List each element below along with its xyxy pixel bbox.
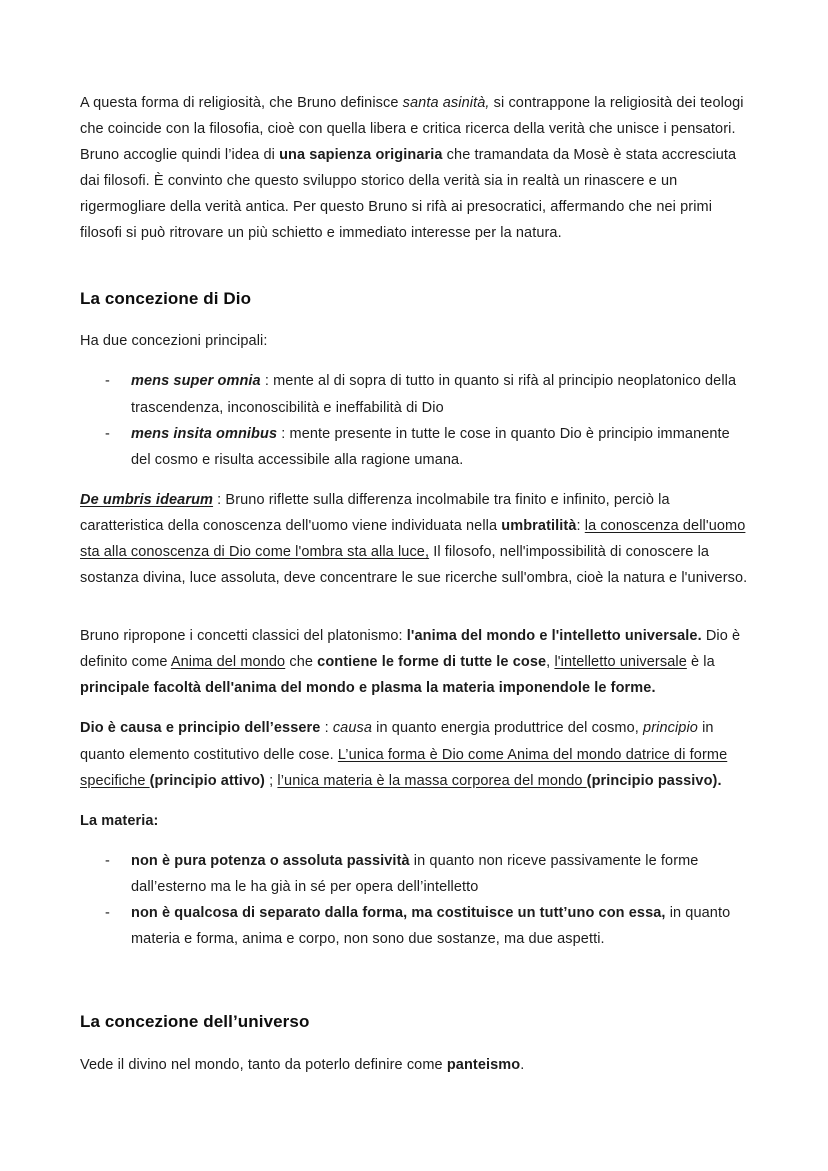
list-concezioni-di-dio: [80, 368, 748, 472]
text-run: : mente al di sopra di tutto in quanto si rifà al principio neoplatonico della trascendenza, inconoscibilità e ineffabilità di Dio: [131, 373, 737, 416]
text-run: La materia:: [80, 812, 159, 829]
text-run: che: [285, 654, 318, 671]
paragraph-santa-asinita: [80, 90, 748, 247]
bullet-dash: -: [105, 852, 110, 869]
paragraph-de-umbris-idearum: [80, 487, 748, 591]
paragraph-due-concezioni: [80, 328, 748, 354]
text-run: De umbris idearum: [80, 491, 214, 508]
text-run: : mente presente in tutte le cose in quanto Dio è principio immanente del cosmo e risulta accessibile alla ragione umana.: [131, 425, 730, 468]
text-run: umbratilità: [501, 517, 577, 534]
paragraph-panteismo: [80, 1052, 748, 1078]
text-run: causa: [332, 720, 373, 737]
text-run: l'intelletto universale: [554, 654, 687, 671]
text-run: in quanto non riceve passivamente le forme dall’esterno ma le ha già in sé per opera dell’intelletto: [131, 852, 699, 895]
list-item-text: [131, 368, 748, 420]
text-run: santa asinità,: [402, 95, 490, 111]
text-run: in quanto energia produttrice del cosmo,: [372, 720, 644, 737]
paragraph-causa-e-principio: [80, 715, 748, 793]
paragraph-la-materia-label: [80, 808, 748, 834]
text-run: non è pura potenza o assoluta passività: [131, 852, 410, 869]
text-run: l’unica materia è la massa corporea del mondo: [277, 772, 587, 789]
text-run: non è qualcosa di separato dalla forma, ma costituisce un tutt’uno con essa,: [131, 905, 666, 922]
text-run: (principio passivo).: [586, 772, 722, 789]
list-item-text: [131, 421, 748, 473]
text-run: :: [320, 720, 333, 737]
text-run: ,: [546, 654, 555, 671]
text-run: si contrappone la religiosità dei teologi che coincide con la filosofia, cioè con quella libera e critica ricerca della verità che unisce i pensatori. Bruno accoglie quindi l’idea di: [80, 95, 744, 164]
text-run: ;: [265, 772, 278, 789]
text-run: principio: [643, 720, 698, 737]
list-la-materia: [80, 848, 748, 952]
text-run: Dio è definito come: [80, 628, 741, 671]
text-run: Bruno ripropone i concetti classici del platonismo:: [80, 628, 407, 645]
paragraph-platonismo: [80, 623, 748, 701]
list-item-non-separato-dalla-forma: [105, 900, 748, 952]
list-item-mens-insita-omnibus: [105, 421, 748, 473]
text-run: Vede il divino nel mondo, tanto da poterlo definire come: [80, 1057, 447, 1074]
text-run: : Bruno riflette sulla differenza incolmabile tra finito e infinito, perciò la caratteristica della conoscenza dell'uomo viene individuata nella: [80, 491, 670, 534]
bullet-dash: -: [105, 373, 110, 390]
text-run: panteismo: [446, 1057, 521, 1074]
bullet-dash: -: [105, 905, 110, 922]
text-run: l'anima del mondo e l'intelletto universale.: [406, 628, 702, 645]
heading-concezione-di-dio: La concezione di Dio: [80, 288, 252, 308]
text-run: mens super omnia: [131, 373, 261, 390]
text-run: in quanto materia e forma, anima e corpo, non sono due sostanze, ma due aspetti.: [131, 905, 731, 948]
text-run: mens insita omnibus: [131, 425, 278, 442]
list-item-non-pura-potenza: [105, 848, 748, 900]
text-run: Anima del mondo: [170, 654, 286, 671]
text-run: Il filosofo, nell'impossibilità di conoscere la sostanza divina, luce assoluta, deve concentrare le sue ricerche sull'ombra, cioè la natura e l'universo.: [80, 544, 748, 587]
text-run: Ha due concezioni principali:: [80, 333, 268, 350]
bullet-dash: -: [105, 425, 110, 442]
heading-concezione-universo: La concezione dell’universo: [80, 1012, 310, 1032]
list-item-text: [131, 900, 748, 952]
text-run: che tramandata da Mosè è stata accresciuta dai filosofi. È convinto che questo sviluppo storico della verità sia in realtà un rinascere e un rigermogliare della verità antica. Per questo Bruno si rifà ai presocratici, affermando che nei primi filosofi si può ritrovare un più schietto e immediato interesse per la natura.: [80, 147, 737, 242]
text-run: contiene le forme di tutte le cose: [317, 654, 547, 671]
text-run: L’unica forma è Dio come Anima del mondo datrice di forme specifiche: [80, 746, 728, 789]
text-run: .: [520, 1057, 525, 1074]
text-run: una sapienza originaria: [279, 147, 443, 164]
text-run: Dio è causa e principio dell’essere: [80, 720, 321, 737]
text-run: A questa forma di religiosità, che Bruno definisce: [80, 95, 403, 111]
list-item-mens-super-omnia: [105, 368, 748, 420]
text-run: la conoscenza dell'uomo sta alla conoscenza di Dio come l'ombra sta alla luce,: [80, 517, 746, 561]
text-run: :: [576, 517, 585, 534]
text-run: (principio attivo): [149, 772, 265, 789]
text-run: è la: [686, 654, 715, 671]
text-run: principale facoltà dell'anima del mondo e plasma la materia imponendole le forme.: [80, 680, 656, 697]
text-run: in quanto elemento costitutivo delle cose.: [80, 720, 714, 763]
list-item-text: [131, 848, 748, 900]
